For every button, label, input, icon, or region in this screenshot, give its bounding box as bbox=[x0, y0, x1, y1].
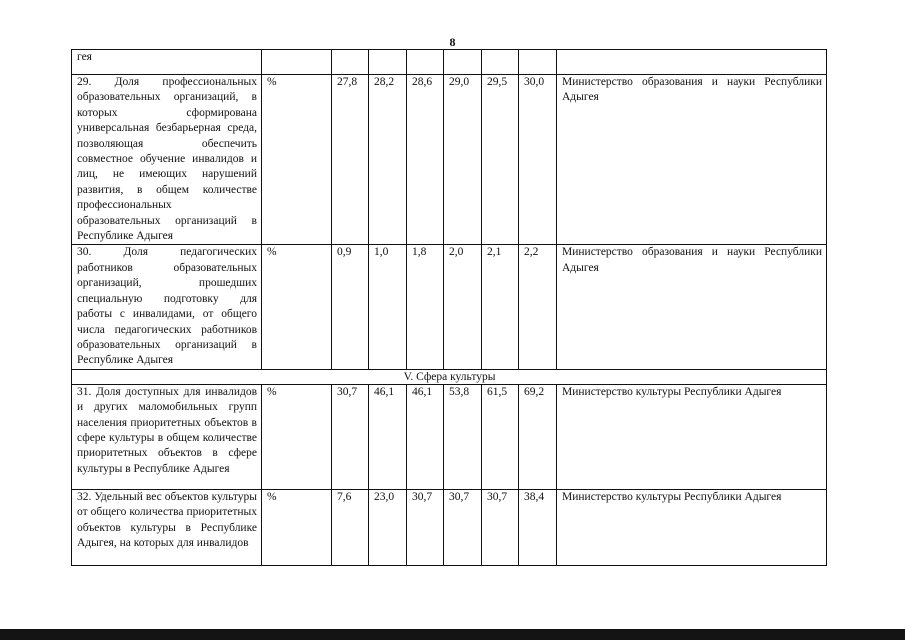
value-cell: 2,1 bbox=[482, 245, 519, 369]
indicator-cell bbox=[72, 75, 262, 245]
unit-cell: % bbox=[262, 489, 332, 565]
value-cell: 46,1 bbox=[407, 384, 444, 489]
value-cell: 46,1 bbox=[369, 384, 407, 489]
indicator-text: 30. Доля педагогических работников образовательных организаций, прошедших специальную подготовку для работы с инвалидами, от общего числа педагогических работников образовательных организаций в Республике Адыгея bbox=[77, 246, 257, 367]
value-cell: 30,0 bbox=[519, 75, 557, 245]
value-cell: 30,7 bbox=[482, 489, 519, 565]
value-cell bbox=[332, 50, 369, 75]
value-cell: 29,5 bbox=[482, 75, 519, 245]
value-cell: 2,2 bbox=[519, 245, 557, 369]
value-cell: 2,0 bbox=[444, 245, 482, 369]
unit-cell: % bbox=[262, 245, 332, 369]
unit-cell: % bbox=[262, 75, 332, 245]
executor-cell: Министерство культуры Республики Адыгея bbox=[557, 384, 827, 489]
table-row-continued bbox=[72, 50, 827, 75]
value-cell: 30,7 bbox=[407, 489, 444, 565]
value-cell: 0,9 bbox=[332, 245, 369, 369]
value-cell bbox=[369, 50, 407, 75]
section-title: V. Сфера культуры bbox=[72, 369, 827, 384]
indicator-cell bbox=[72, 489, 262, 565]
unit-cell: % bbox=[262, 384, 332, 489]
value-cell: 30,7 bbox=[332, 384, 369, 489]
indicator-cell bbox=[72, 384, 262, 489]
value-cell: 29,0 bbox=[444, 75, 482, 245]
scan-bottom-edge bbox=[0, 629, 905, 640]
value-cell: 27,8 bbox=[332, 75, 369, 245]
table-row-31 bbox=[72, 384, 827, 489]
indicator-text: гея bbox=[77, 51, 92, 63]
value-cell: 1,0 bbox=[369, 245, 407, 369]
value-cell: 1,8 bbox=[407, 245, 444, 369]
value-cell: 28,6 bbox=[407, 75, 444, 245]
value-cell bbox=[519, 50, 557, 75]
value-cell: 23,0 bbox=[369, 489, 407, 565]
unit-cell bbox=[262, 50, 332, 75]
executor-cell: Министерство образования и науки Республики Адыгея bbox=[557, 245, 827, 369]
value-cell: 7,6 bbox=[332, 489, 369, 565]
value-cell: 38,4 bbox=[519, 489, 557, 565]
indicator-cell bbox=[72, 50, 262, 75]
value-cell: 30,7 bbox=[444, 489, 482, 565]
value-cell: 53,8 bbox=[444, 384, 482, 489]
table-row-32 bbox=[72, 489, 827, 565]
value-cell bbox=[444, 50, 482, 75]
value-cell: 28,2 bbox=[369, 75, 407, 245]
table-row-29 bbox=[72, 75, 827, 245]
value-cell: 61,5 bbox=[482, 384, 519, 489]
indicator-text: 29. Доля профессиональных образовательных организаций, в которых сформирована универсальная безбарьерная среда, позволяющая обеспечить совместное обучение инвалидов и лиц, не имеющих нарушений развития, в общем количестве профессиональных образовательных организаций в Республике Адыгея bbox=[77, 76, 257, 243]
indicators-table bbox=[71, 49, 827, 566]
value-cell bbox=[482, 50, 519, 75]
indicator-cell bbox=[72, 245, 262, 369]
executor-cell bbox=[557, 50, 827, 75]
indicator-text: 31. Доля доступных для инвалидов и других маломобильных групп населения приоритетных объектов в сфере культуры в общем количестве приоритетных объектов в сфере культуры в Республике Адыгея bbox=[77, 385, 257, 475]
executor-cell: Министерство культуры Республики Адыгея bbox=[557, 489, 827, 565]
indicator-text: 32. Удельный вес объектов культуры от общего количества приоритетных объектов культуры в Республике Адыгея, на которых для инвалидов bbox=[77, 490, 257, 549]
table-row-30 bbox=[72, 245, 827, 369]
value-cell bbox=[407, 50, 444, 75]
section-row bbox=[72, 369, 827, 384]
executor-cell: Министерство образования и науки Республики Адыгея bbox=[557, 75, 827, 245]
value-cell: 69,2 bbox=[519, 384, 557, 489]
page-number: 8 bbox=[449, 35, 456, 49]
